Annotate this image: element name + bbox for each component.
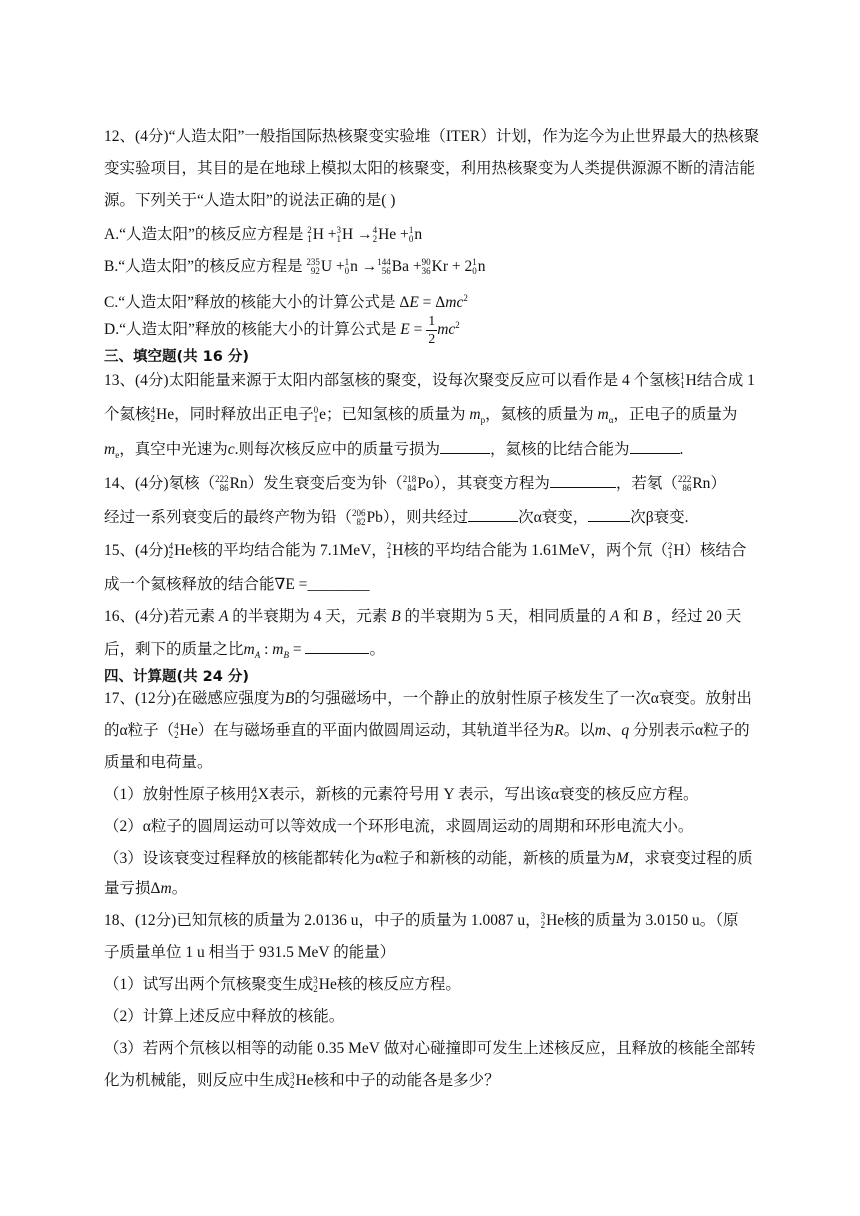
q17-part-2: （2）α粒子的圆周运动可以等效成一个环形电流，求圆周运动的周期和环形电流大小。 xyxy=(104,818,694,835)
mass-defect-blank[interactable] xyxy=(440,438,490,454)
q18-line-1: 18、(12分)已知氘核的质量为 2.0136 u，中子的质量为 1.0087 u， 3 2 He核的质量为 3.0150 u。（原 xyxy=(104,911,739,931)
q16-line-1: 16、(4分)若元素 A 的半衰期为 4 天，元素 B 的半衰期为 5 天，相同质量的 A 和 B ，经过 20 天 xyxy=(104,608,742,625)
q13-line-1: 13、(4分)太阳能量来源于太阳内部氢核的聚变，设每次聚变反应可以看作是 4 个氢核 1 1 H结合成 1 xyxy=(104,371,755,391)
q15-line-2: 成一个氦核释放的结合能∇E =________ xyxy=(104,576,370,593)
q18-part-3-line-1: （3）若两个氘核以相等的动能 0.35 MeV 做对心碰撞即可发生上述核反应，且释放的核能全部转 xyxy=(104,1040,756,1057)
alpha-count-blank[interactable] xyxy=(468,506,518,522)
q17-line-3: 质量和电荷量。 xyxy=(104,754,213,771)
binding-energy-blank[interactable] xyxy=(630,438,680,454)
beta-count-blank[interactable] xyxy=(588,506,630,522)
q13-line-3: $m_e$，真空中光速为c.则每次核反应中的质量亏损为 ，氦核的比结合能为 . xyxy=(104,438,683,466)
fusion-equation: 2 1 H + 3 1 H → 4 2 He + 1 0 n xyxy=(307,225,423,245)
q12-option-b: B.“人造太阳”的核反应方程是 235 92 U + 1 0 n → 144 56 Ba + 90 36 Kr + 2 1 0 n xyxy=(104,257,486,277)
q15-line-1: 15、(4分) 4 2 He核的平均结合能为 7.1MeV， 2 1 H核的平均结合能为 1.61MeV，两个氘（ 2 1 H）核结合 xyxy=(104,541,747,561)
fission-equation: 235 92 U + 1 0 n → 144 56 Ba + 90 36 Kr + 2 1 0 n xyxy=(306,257,486,277)
formula-e-half: E = $\frac{1}{2}$ $mc^2$ xyxy=(400,314,460,348)
q18-part-1: （1）试写出两个氘核聚变生成 3 2 He核的核反应方程。 xyxy=(104,975,461,995)
q18-line-2: 子质量单位 1 u 相当于 931.5 MeV 的能量） xyxy=(104,944,396,961)
q17-line-2: 的α粒子（ 4 2 He）在与磁场垂直的平面内做圆周运动，其轨道半径为R。以m、q 分别表示α粒子的 xyxy=(104,721,750,741)
q17-part-3-line-2: 量亏损Δm。 xyxy=(104,880,188,897)
binding-energy-answer-blank[interactable]: ________ xyxy=(307,576,370,593)
hydrogen-nuclide: 1 1 xyxy=(680,371,685,391)
section-fill-blank-title: 三、填空题(共 16 分) xyxy=(104,349,250,365)
q17-part-1: （1）放射性原子核用 A Z X表示，新核的元素符号用 Y 表示，写出该α衰变的核反应方程。 xyxy=(104,785,699,805)
q12-line-1: 12、(4分)“人造太阳”一般指国际热核聚变实验堆（ITER）计划，作为迄今为止世界最大的热核聚 xyxy=(104,128,760,145)
q18-part-3-line-2: 化为机械能，则反应中生成 3 2 He核和中子的动能各是多少？ xyxy=(104,1071,500,1091)
q12-option-a: A.“人造太阳”的核反应方程是 2 1 H + 3 1 H → 4 2 He + 1 0 n xyxy=(104,225,423,245)
q12-option-c: C.“人造太阳”释放的核能大小的计算公式是 ΔE = Δmc$^2$ xyxy=(104,293,468,312)
q16-line-2: 后，剩下的质量之比$m_A$ : $m_B$ = 。 xyxy=(104,638,385,666)
q14-line-1: 14、(4分)氡核（ 222 86 Rn）发生衰变后变为钋（ 218 84 Po），其衰变方程为 ，若氡（ 222 86 Rn） xyxy=(104,472,726,495)
decay-equation-blank[interactable] xyxy=(550,472,616,488)
q17-part-3-line-1: （3）设该衰变过程释放的核能都转化为α粒子和新核的动能，新核的质量为M，求衰变过程的质 xyxy=(104,850,753,867)
q13-line-2: 个氦核 4 2 He，同时释放出正电子 0 1 e；已知氢核的质量为 $m_p$，氦核的质量为 $m_\alpha$，正电子的质量为 xyxy=(104,405,738,426)
q12-line-2: 变实验项目，其目的是在地球上模拟太阳的核聚变，利用热核聚变为人类提供源源不断的清洁能 xyxy=(104,160,756,177)
q17-line-1: 17、(12分)在磁感应强度为B的匀强磁场中，一个静止的放射性原子核发生了一次α衰变。放射出 xyxy=(104,690,752,707)
formula-delta-e: ΔE = Δmc$^2$ xyxy=(399,293,468,312)
q12-line-3: 源。下列关于“人造太阳”的说法正确的是( ) xyxy=(104,192,396,209)
mass-ratio-blank[interactable] xyxy=(305,638,369,654)
q14-line-2: 经过一系列衰变后的最终产物为铅（ 206 82 Pb），则共经过 次α衰变， 次β衰变. xyxy=(104,506,689,529)
section-calculation-title: 四、计算题(共 24 分) xyxy=(104,669,250,685)
q18-part-2: （2）计算上述反应中释放的核能。 xyxy=(104,1008,345,1025)
q12-option-d: D.“人造太阳”释放的核能大小的计算公式是 E = $\frac{1}{2}$ $mc^2$ xyxy=(104,314,460,348)
